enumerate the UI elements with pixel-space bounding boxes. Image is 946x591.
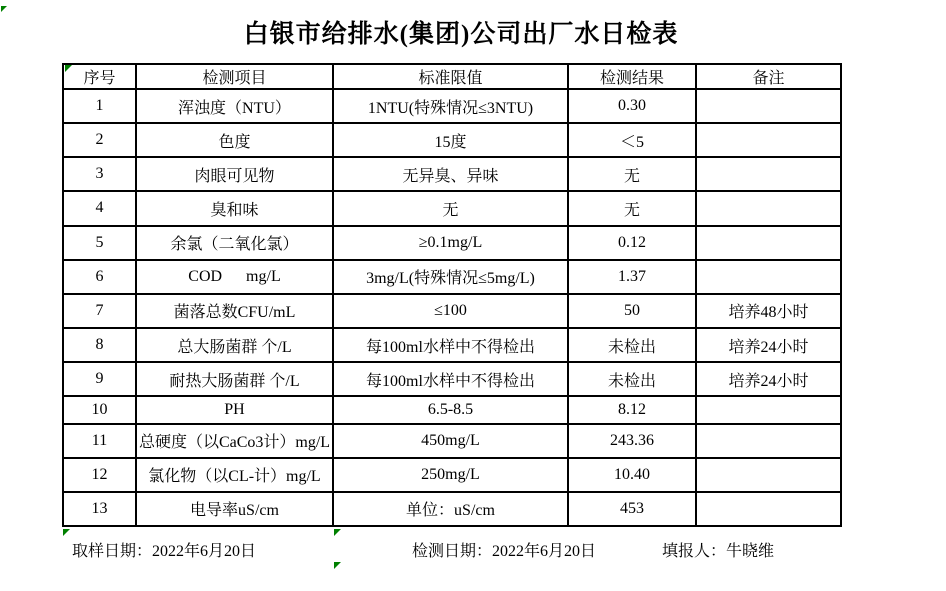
sampling-date-label: 取样日期：2022年6月20日 (72, 543, 257, 560)
cell-item[interactable]: 色度 (136, 123, 333, 157)
daily-inspection-table (62, 63, 842, 527)
cell-result[interactable]: 8.12 (568, 396, 696, 423)
table-row (63, 123, 841, 157)
table-row (63, 362, 841, 396)
cell-note[interactable]: 培养24小时 (696, 362, 841, 396)
cell-item[interactable]: 总大肠菌群 个/L (136, 328, 333, 362)
table-row (63, 157, 841, 191)
cell-note[interactable] (696, 396, 841, 423)
table-row (63, 328, 841, 362)
header-result: 检测结果 (568, 64, 696, 89)
table-header-row (63, 64, 841, 89)
cell-limit[interactable]: 每100ml水样中不得检出 (333, 328, 568, 362)
cell-note[interactable]: 培养48小时 (696, 294, 841, 328)
table-row (63, 294, 841, 328)
reporter-label: 填报人：牛晓维 (662, 543, 775, 560)
cell-no[interactable]: 7 (63, 294, 136, 328)
page-title: 白银市给排水(集团)公司出厂水日检表 (243, 21, 679, 48)
table-row (63, 492, 841, 526)
cell-limit[interactable]: 3mg/L(特殊情况≤5mg/L) (333, 260, 568, 294)
cell-limit[interactable]: ≥0.1mg/L (333, 226, 568, 260)
cell-limit[interactable]: 单位：uS/cm (333, 492, 568, 526)
cell-note[interactable] (696, 123, 841, 157)
cell-limit[interactable]: 无异臭、异味 (333, 157, 568, 191)
header-no: 序号 (63, 64, 136, 89)
cell-limit[interactable]: 1NTU(特殊情况≤3NTU) (333, 89, 568, 123)
table-row (63, 89, 841, 123)
header-note: 备注 (696, 64, 841, 89)
cell-result[interactable]: 0.12 (568, 226, 696, 260)
cell-item[interactable]: 耐热大肠菌群 个/L (136, 362, 333, 396)
cell-note[interactable] (696, 424, 841, 458)
cell-note[interactable] (696, 157, 841, 191)
cell-note[interactable]: 培养24小时 (696, 328, 841, 362)
cell-item[interactable]: COD mg/L (136, 260, 333, 294)
cell-no[interactable]: 4 (63, 191, 136, 225)
cell-limit[interactable]: ≤100 (333, 294, 568, 328)
cell-no[interactable]: 3 (63, 157, 136, 191)
cell-limit[interactable]: 6.5-8.5 (333, 396, 568, 423)
cell-no[interactable]: 10 (63, 396, 136, 423)
header-item: 检测项目 (136, 64, 333, 89)
cell-item[interactable]: 肉眼可见物 (136, 157, 333, 191)
cell-limit[interactable]: 450mg/L (333, 424, 568, 458)
table-row (63, 424, 841, 458)
table-row (63, 260, 841, 294)
cell-item[interactable]: 氯化物（以CL-计）mg/L (136, 458, 333, 492)
table-row (63, 191, 841, 225)
cell-no[interactable]: 2 (63, 123, 136, 157)
cell-item[interactable]: 余氯（二氧化氯） (136, 226, 333, 260)
cell-item[interactable]: 臭和味 (136, 191, 333, 225)
cell-item[interactable]: 菌落总数CFU/mL (136, 294, 333, 328)
cell-no[interactable]: 9 (63, 362, 136, 396)
cell-limit[interactable]: 每100ml水样中不得检出 (333, 362, 568, 396)
cell-note[interactable] (696, 492, 841, 526)
header-limit: 标准限值 (333, 64, 568, 89)
cell-limit[interactable]: 无 (333, 191, 568, 225)
table-row (63, 396, 841, 423)
cell-result[interactable]: 453 (568, 492, 696, 526)
cell-result[interactable]: 未检出 (568, 328, 696, 362)
cell-error-indicator-icon (63, 529, 70, 536)
cell-no[interactable]: 5 (63, 226, 136, 260)
cell-note[interactable] (696, 260, 841, 294)
cell-result[interactable]: ＜5 (568, 123, 696, 157)
cell-result[interactable]: 1.37 (568, 260, 696, 294)
cell-result[interactable]: 243.36 (568, 424, 696, 458)
table-row (63, 458, 841, 492)
cell-no[interactable]: 13 (63, 492, 136, 526)
cell-item[interactable]: PH (136, 396, 333, 423)
cell-item[interactable]: 浑浊度（NTU） (136, 89, 333, 123)
cell-no[interactable]: 8 (63, 328, 136, 362)
cell-result[interactable]: 0.30 (568, 89, 696, 123)
cell-note[interactable] (696, 226, 841, 260)
cell-result[interactable]: 未检出 (568, 362, 696, 396)
cell-error-indicator-icon (334, 562, 341, 569)
cell-no[interactable]: 6 (63, 260, 136, 294)
cell-item[interactable]: 电导率uS/cm (136, 492, 333, 526)
cell-result[interactable]: 无 (568, 191, 696, 225)
cell-limit[interactable]: 250mg/L (333, 458, 568, 492)
cell-note[interactable] (696, 89, 841, 123)
cell-no[interactable]: 11 (63, 424, 136, 458)
cell-result[interactable]: 无 (568, 157, 696, 191)
cell-result[interactable]: 10.40 (568, 458, 696, 492)
sheet-corner-indicator-icon (1, 6, 7, 12)
table-row (63, 226, 841, 260)
cell-result[interactable]: 50 (568, 294, 696, 328)
cell-no[interactable]: 12 (63, 458, 136, 492)
test-date-label: 检测日期：2022年6月20日 (412, 543, 597, 560)
cell-limit[interactable]: 15度 (333, 123, 568, 157)
cell-note[interactable] (696, 458, 841, 492)
cell-no[interactable]: 1 (63, 89, 136, 123)
cell-item[interactable]: 总硬度（以CaCo3计）mg/L (136, 424, 333, 458)
cell-note[interactable] (696, 191, 841, 225)
cell-error-indicator-icon (334, 529, 341, 536)
